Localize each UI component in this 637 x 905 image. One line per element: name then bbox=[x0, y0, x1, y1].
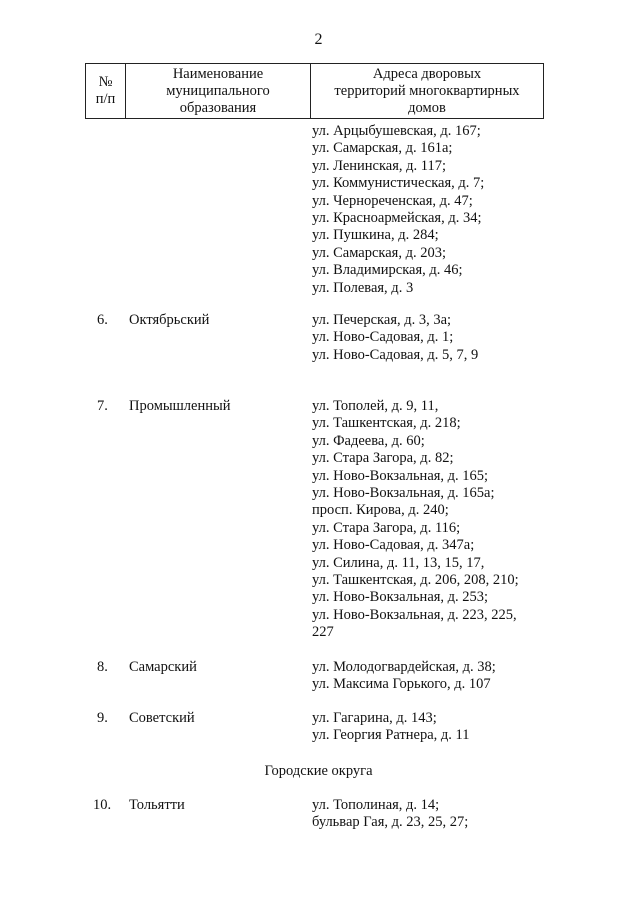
address-line: ул. Гагарина, д. 143; bbox=[312, 710, 437, 726]
section-title: Городские округа bbox=[264, 763, 373, 779]
municipality-name: Тольятти bbox=[129, 797, 185, 813]
municipality-name: Октябрьский bbox=[129, 312, 210, 328]
address-line: ул. Ново-Вокзальная, д. 253; bbox=[312, 589, 489, 606]
address-line: ул. Пушкина, д. 284; bbox=[312, 227, 439, 244]
municipality-name: Советский bbox=[129, 710, 195, 726]
address-line: ул. Стара Загора, д. 116; bbox=[312, 519, 461, 536]
address-line: ул. Полевая, д. 3 bbox=[312, 279, 414, 296]
address-line: ул. Тополей, д. 9, 11, bbox=[312, 398, 439, 414]
address-line: ул. Красноармейская, д. 34; bbox=[312, 210, 482, 226]
address-line: ул. Максима Горького, д. 107 bbox=[312, 676, 491, 693]
header-municipality-column: Наименование муниципального образования bbox=[126, 64, 311, 118]
table-header bbox=[85, 63, 544, 119]
address-line: просп. Кирова, д. 240; bbox=[312, 502, 449, 519]
address-line: ул. Ташкентская, д. 218; bbox=[312, 415, 461, 432]
address-line: ул. Чернореченская, д. 47; bbox=[312, 192, 473, 209]
row-number: 6. bbox=[97, 312, 108, 328]
page-number: 2 bbox=[314, 31, 323, 48]
address-line: ул. Самарская, д. 203; bbox=[312, 244, 446, 261]
address-line: ул. Печерская, д. 3, 3а; bbox=[312, 312, 452, 328]
address-line: ул. Стара Загора, д. 82; bbox=[312, 450, 454, 467]
row-number: 9. bbox=[97, 710, 108, 726]
address-line: ул. Молодогвардейская, д. 38; bbox=[312, 659, 496, 675]
row-number: 7. bbox=[97, 398, 108, 414]
address-line: ул. Ново-Вокзальная, д. 223, 225, bbox=[312, 606, 517, 623]
address-line: ул. Силина, д. 11, 13, 15, 17, bbox=[312, 554, 485, 571]
address-line: ул. Ново-Садовая, д. 5, 7, 9 bbox=[312, 346, 479, 363]
row-number: 8. bbox=[97, 659, 108, 675]
address-line: бульвар Гая, д. 23, 25, 27; bbox=[312, 814, 469, 831]
address-line: ул. Арцыбушевская, д. 167; bbox=[312, 123, 481, 139]
address-line: ул. Ново-Вокзальная, д. 165а; bbox=[312, 485, 495, 501]
address-line: ул. Ленинская, д. 117; bbox=[312, 157, 447, 174]
address-line: ул. Ново-Вокзальная, д. 165; bbox=[312, 467, 489, 484]
row-number: 10. bbox=[93, 797, 112, 813]
municipality-name: Самарский bbox=[129, 659, 197, 675]
header-addresses-column: Адреса дворовых территорий многоквартирных домов bbox=[334, 65, 520, 116]
municipality-name: Промышленный bbox=[129, 398, 231, 414]
address-line: ул. Самарская, д. 161а; bbox=[312, 140, 453, 157]
address-line: ул. Ново-Садовая, д. 347а; bbox=[312, 537, 475, 554]
address-line: ул. Георгия Ратнера, д. 11 bbox=[312, 727, 470, 744]
address-line: ул. Владимирская, д. 46; bbox=[312, 262, 463, 279]
address-line: ул. Коммунистическая, д. 7; bbox=[312, 175, 485, 192]
address-line: 227 bbox=[312, 624, 334, 641]
address-line: ул. Ташкентская, д. 206, 208, 210; bbox=[312, 572, 519, 588]
address-line: ул. Тополиная, д. 14; bbox=[312, 797, 440, 813]
address-line: ул. Ново-Садовая, д. 1; bbox=[312, 329, 454, 346]
header-number-column: № п/п bbox=[86, 64, 126, 118]
address-line: ул. Фадеева, д. 60; bbox=[312, 432, 425, 449]
